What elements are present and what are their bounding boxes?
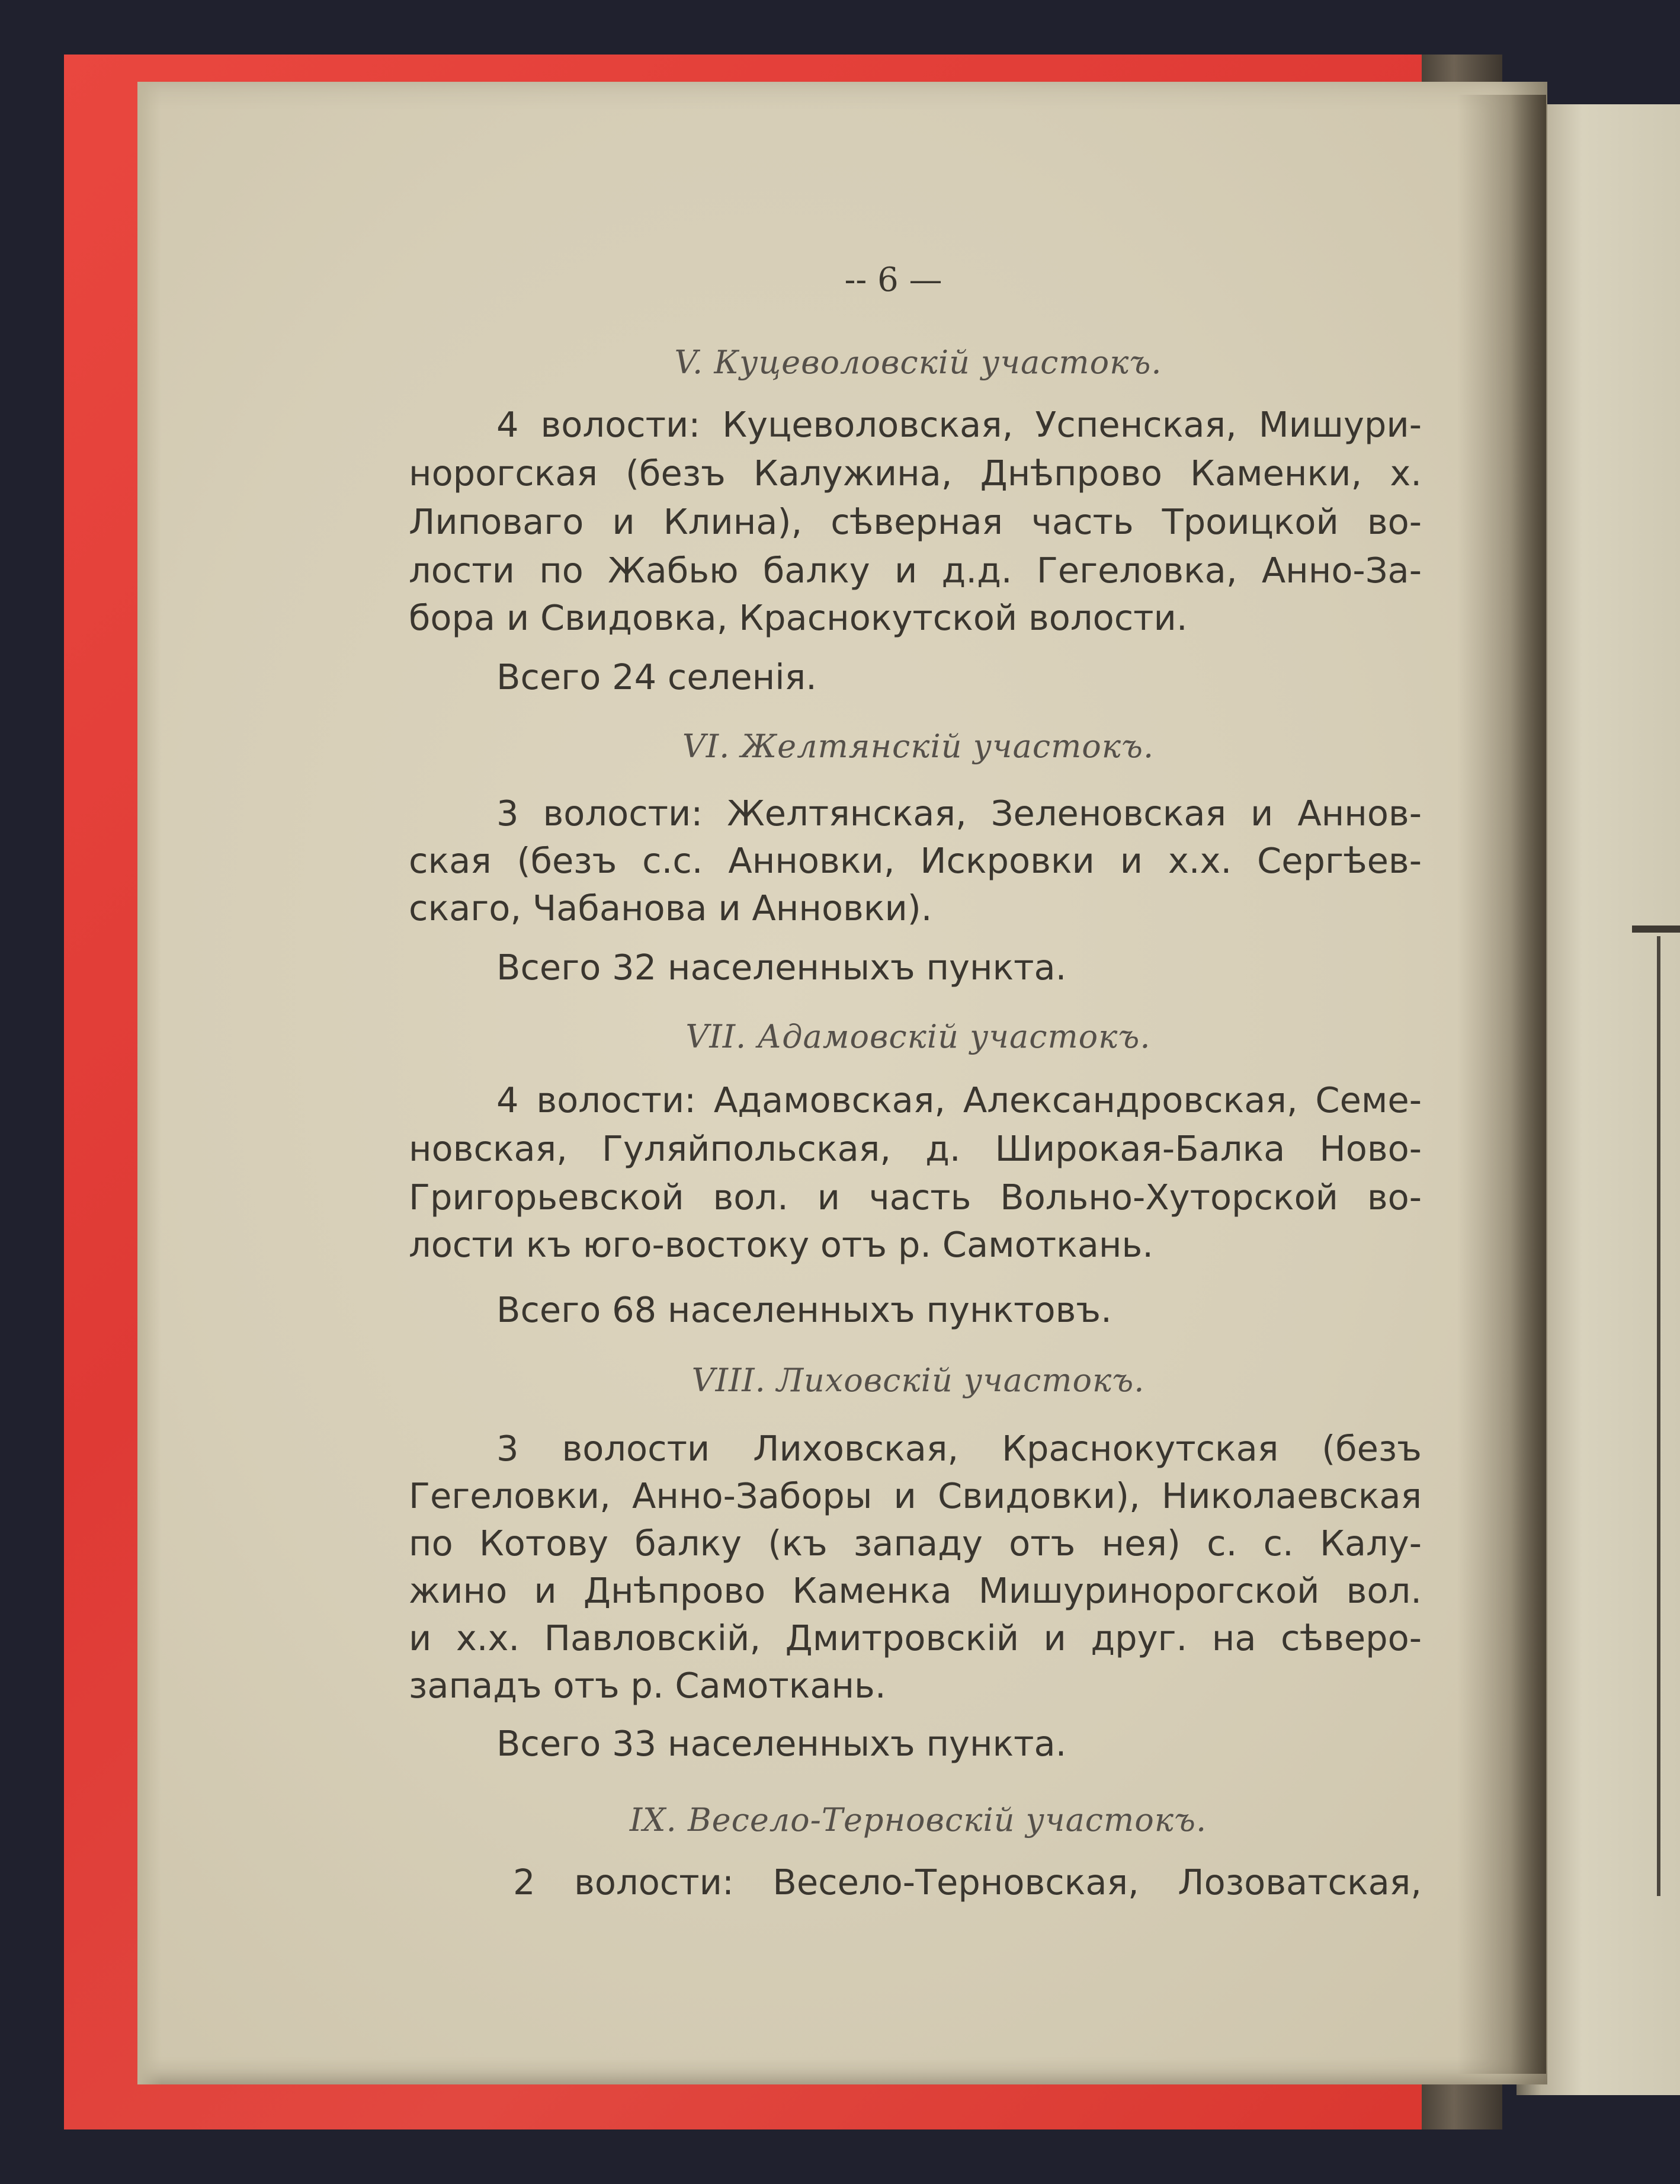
section-heading: VI. Желтянскiй участокъ. — [682, 728, 1155, 765]
text-line: ская (безъ с.с. Анновки, Искровки и х.х. Сергѣев- — [409, 840, 1422, 881]
section-total: Всего 68 населенныхъ пунктовъ. — [496, 1289, 1112, 1330]
text-line: 3 волости Лиховская, Краснокутская (безъ — [496, 1428, 1422, 1469]
section-heading: IX. Весело-Терновскiй участокъ. — [629, 1801, 1207, 1839]
text-line: западъ отъ р. Самоткань. — [409, 1665, 886, 1706]
section-heading: V. Куцеволовскiй участокъ. — [674, 344, 1162, 381]
text-line: лости къ юго-востоку отъ р. Самоткань. — [409, 1224, 1154, 1265]
text-line: Липоваго и Клина), сѣверная часть Троицкой во- — [409, 501, 1422, 542]
text-line: жино и Днѣпрово Каменка Мишуринорогской вол. — [409, 1570, 1422, 1611]
text-line: 3 волости: Желтянская, Зеленовская и Аннов- — [496, 793, 1422, 834]
text-line: скаго, Чабанова и Анновки). — [409, 888, 932, 928]
section-total: Всего 24 селенiя. — [496, 657, 817, 697]
text-line: 4 волости: Куцеволовская, Успенская, Мишури- — [496, 404, 1422, 445]
page-number: -- 6 — — [844, 261, 942, 299]
section-total: Всего 33 населенныхъ пункта. — [496, 1723, 1067, 1764]
section-heading: VIII. Лиховскiй участокъ. — [691, 1362, 1145, 1399]
text-line: 2 волости: Весело-Терновская, Лозоватская, — [513, 1862, 1422, 1903]
text-line: и х.х. Павловскiй, Дмитровскiй и друг. на сѣверо- — [409, 1618, 1422, 1658]
text-line: лости по Жабью балку и д.д. Гегеловка, Анно-За- — [409, 550, 1422, 591]
text-line: по Котову балку (къ западу отъ нея) с. с. Калу- — [409, 1523, 1422, 1564]
text-line: Гегеловки, Анно-Заборы и Свидовки), Николаевская — [409, 1475, 1422, 1516]
text-line: норогская (безъ Калужина, Днѣпрово Каменки, х. — [409, 453, 1422, 494]
text-line: Григорьевской вол. и часть Вольно-Хуторской во- — [409, 1177, 1422, 1218]
section-total: Всего 32 населенныхъ пункта. — [496, 947, 1067, 988]
text-line: бора и Свидовка, Краснокутской волости. — [409, 597, 1188, 638]
section-heading: VII. Адамовскiй участокъ. — [685, 1018, 1151, 1055]
text-line: 4 волости: Адамовская, Александровская, Семе- — [496, 1080, 1422, 1120]
text-line: новская, Гуляйпольская, д. Широкая-Балка Ново- — [409, 1128, 1422, 1169]
